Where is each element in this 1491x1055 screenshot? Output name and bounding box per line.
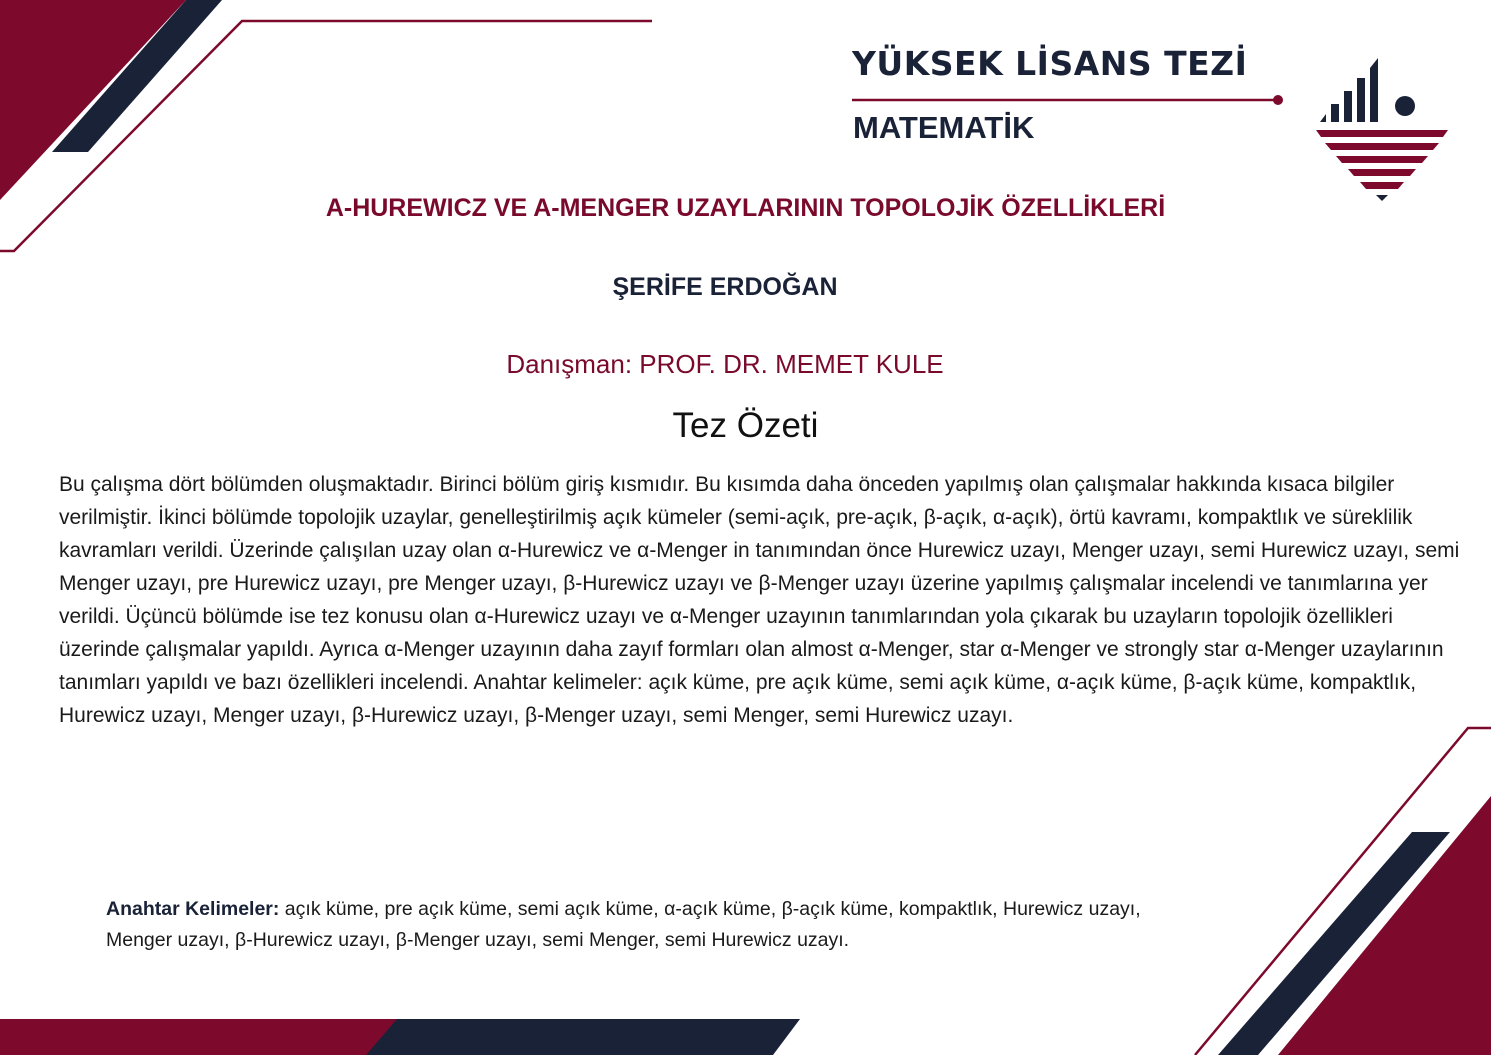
keywords-label: Anahtar Kelimeler: [106,898,280,920]
corner-maroon-shape-bottom-right [1278,796,1491,1055]
university-bar-chart-logo-icon [1312,58,1452,204]
keywords-block [106,894,1166,956]
abstract-heading: Tez Özeti [672,406,819,445]
thesis-title: A-HUREWICZ VE A-MENGER UZAYLARININ TOPOLOJİK ÖZELLİKLERİ [325,194,1166,222]
abstract-body: Bu çalışma dört bölümden oluşmaktadır. Birinci bölüm giriş kısmıdır. Bu kısımda daha önceden yapılmış olan çalışmalar hakkında kısaca bilgiler verilmiştir. İkinci bölümde topolojik uzaylar, genelleştirilmiş açık kümeler (semi-açık, pre-açık, β-açık, α-açık), örtü kavramı, kompaktlık ve süreklilik kavramları verildi. Üzerinde çalışılan uzay olan α-Hurewicz ve α-Menger in tanımından önce Hurewicz uzayı, Menger uzayı, semi Hurewicz uzayı, semi Menger uzayı, pre Hurewicz uzayı, pre Menger uzayı, β-Hurewicz uzayı ve β-Menger uzayı üzerine yapılmış çalışmalar incelendi ve tanımlarına yer verildi. Üçüncü bölümde ise tez konusu olan α-Hurewicz uzayı ve α-Menger uzayının tanımlarından yola çıkarak bu uzayların topolojik özellikleri üzerinde çalışmalar yapıldı. Ayrıca α-Menger uzayının daha zayıf formları olan almost α-Menger, star α-Menger ve strongly star α-Menger uzaylarının tanımları yapıldı ve bazı özellikleri incelendi. Anahtar kelimeler: açık küme, pre açık küme, semi açık küme, α-açık küme, β-açık küme, kompaktlık, Hurewicz uzayı, Menger uzayı, β-Hurewicz uzayı, β-Menger uzayı, semi Menger, semi Hurewicz uzayı. [59,473,1460,727]
advisor-line: Danışman: PROF. DR. MEMET KULE [506,349,944,379]
department-name: MATEMATİK [853,110,1035,145]
degree-title: YÜKSEK LİSANS TEZİ [852,44,1248,83]
bottom-navy-stripe [366,1019,800,1055]
header-underline-dot [1273,95,1283,105]
keywords-text: açık küme, pre açık küme, semi açık küme, α-açık küme, β-açık küme, kompaktlık, Hurewicz uzayı, Menger uzayı, β-Hurewicz uzayı, β-Menger uzayı, semi Menger, semi Hurewicz uzayı. [106,898,1141,951]
author-name: ŞERİFE ERDOĞAN [612,273,838,301]
bottom-maroon-band [0,1019,407,1055]
